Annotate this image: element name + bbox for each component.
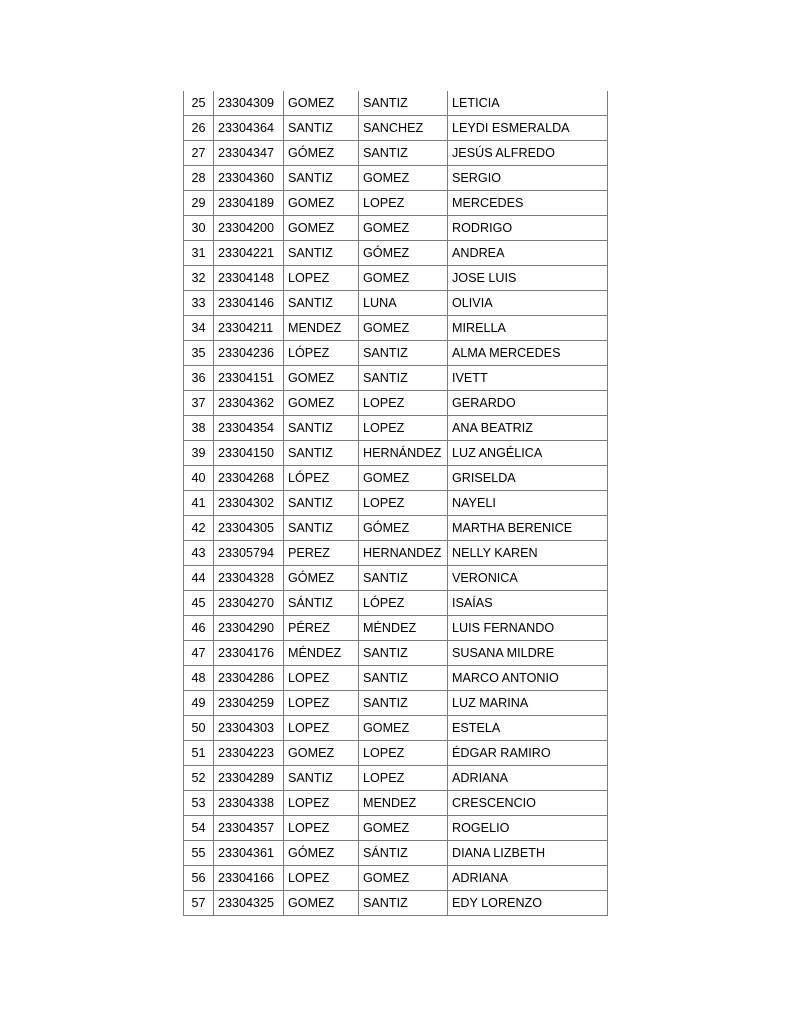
first-surname-cell: GOMEZ [284,891,359,916]
row-number-cell: 38 [184,416,214,441]
second-surname-cell: SÁNTIZ [359,841,448,866]
first-surname-cell: SANTIZ [284,491,359,516]
row-number-cell: 37 [184,391,214,416]
registration-id-cell: 23304286 [214,666,284,691]
first-surname-cell: SANTIZ [284,166,359,191]
row-number-cell: 54 [184,816,214,841]
second-surname-cell: SANTIZ [359,566,448,591]
second-surname-cell: GOMEZ [359,466,448,491]
second-surname-cell: GOMEZ [359,316,448,341]
table-row [184,441,608,466]
first-surname-cell: PÉREZ [284,616,359,641]
table-row [184,91,608,116]
table-row [184,391,608,416]
table-row [184,341,608,366]
first-surname-cell: LOPEZ [284,816,359,841]
second-surname-cell: LOPEZ [359,191,448,216]
table-row [184,116,608,141]
second-surname-cell: GOMEZ [359,816,448,841]
row-number-cell: 44 [184,566,214,591]
table-row [184,866,608,891]
first-surname-cell: LOPEZ [284,266,359,291]
given-names-cell: ROGELIO [448,816,608,841]
table-row [184,166,608,191]
first-surname-cell: LOPEZ [284,791,359,816]
row-number-cell: 45 [184,591,214,616]
row-number-cell: 53 [184,791,214,816]
given-names-cell: GRISELDA [448,466,608,491]
first-surname-cell: SANTIZ [284,441,359,466]
given-names-cell: ANDREA [448,241,608,266]
given-names-cell: LETICIA [448,91,608,116]
roster-body [184,91,608,916]
first-surname-cell: SANTIZ [284,241,359,266]
second-surname-cell: MENDEZ [359,791,448,816]
first-surname-cell: GÓMEZ [284,841,359,866]
registration-id-cell: 23304270 [214,591,284,616]
table-row [184,791,608,816]
given-names-cell: ALMA MERCEDES [448,341,608,366]
first-surname-cell: SÁNTIZ [284,591,359,616]
first-surname-cell: LOPEZ [284,866,359,891]
given-names-cell: SUSANA MILDRE [448,641,608,666]
given-names-cell: EDY LORENZO [448,891,608,916]
given-names-cell: MIRELLA [448,316,608,341]
second-surname-cell: SANTIZ [359,141,448,166]
second-surname-cell: SANCHEZ [359,116,448,141]
row-number-cell: 52 [184,766,214,791]
first-surname-cell: LÓPEZ [284,466,359,491]
given-names-cell: CRESCENCIO [448,791,608,816]
student-roster-table [183,91,608,916]
first-surname-cell: SANTIZ [284,766,359,791]
table-row [184,291,608,316]
registration-id-cell: 23304362 [214,391,284,416]
table-row [184,616,608,641]
second-surname-cell: HERNÁNDEZ [359,441,448,466]
given-names-cell: ÉDGAR RAMIRO [448,741,608,766]
table-row [184,216,608,241]
table-row [184,541,608,566]
registration-id-cell: 23304176 [214,641,284,666]
given-names-cell: OLIVIA [448,291,608,316]
first-surname-cell: PEREZ [284,541,359,566]
registration-id-cell: 23304289 [214,766,284,791]
second-surname-cell: GÓMEZ [359,241,448,266]
row-number-cell: 31 [184,241,214,266]
given-names-cell: NAYELI [448,491,608,516]
given-names-cell: ESTELA [448,716,608,741]
second-surname-cell: SANTIZ [359,366,448,391]
second-surname-cell: SANTIZ [359,641,448,666]
second-surname-cell: LUNA [359,291,448,316]
first-surname-cell: GÓMEZ [284,566,359,591]
second-surname-cell: SANTIZ [359,891,448,916]
first-surname-cell: LOPEZ [284,716,359,741]
second-surname-cell: LOPEZ [359,741,448,766]
first-surname-cell: MENDEZ [284,316,359,341]
table-row [184,841,608,866]
second-surname-cell: MÉNDEZ [359,616,448,641]
first-surname-cell: GOMEZ [284,366,359,391]
given-names-cell: JOSE LUIS [448,266,608,291]
given-names-cell: LUZ ANGÉLICA [448,441,608,466]
given-names-cell: ANA BEATRIZ [448,416,608,441]
given-names-cell: DIANA LIZBETH [448,841,608,866]
second-surname-cell: GOMEZ [359,166,448,191]
registration-id-cell: 23305794 [214,541,284,566]
second-surname-cell: GOMEZ [359,716,448,741]
registration-id-cell: 23304223 [214,741,284,766]
first-surname-cell: GOMEZ [284,91,359,116]
given-names-cell: LUIS FERNANDO [448,616,608,641]
row-number-cell: 30 [184,216,214,241]
registration-id-cell: 23304361 [214,841,284,866]
table-row [184,466,608,491]
first-surname-cell: GÓMEZ [284,141,359,166]
registration-id-cell: 23304166 [214,866,284,891]
second-surname-cell: GOMEZ [359,866,448,891]
row-number-cell: 26 [184,116,214,141]
second-surname-cell: SANTIZ [359,666,448,691]
row-number-cell: 32 [184,266,214,291]
row-number-cell: 56 [184,866,214,891]
first-surname-cell: LÓPEZ [284,341,359,366]
second-surname-cell: HERNANDEZ [359,541,448,566]
registration-id-cell: 23304302 [214,491,284,516]
second-surname-cell: SANTIZ [359,691,448,716]
row-number-cell: 25 [184,91,214,116]
first-surname-cell: GOMEZ [284,216,359,241]
row-number-cell: 27 [184,141,214,166]
second-surname-cell: LOPEZ [359,766,448,791]
table-row [184,591,608,616]
table-row [184,691,608,716]
first-surname-cell: GOMEZ [284,191,359,216]
given-names-cell: LUZ MARINA [448,691,608,716]
row-number-cell: 46 [184,616,214,641]
row-number-cell: 55 [184,841,214,866]
given-names-cell: IVETT [448,366,608,391]
registration-id-cell: 23304354 [214,416,284,441]
registration-id-cell: 23304347 [214,141,284,166]
first-surname-cell: SANTIZ [284,416,359,441]
given-names-cell: MARCO ANTONIO [448,666,608,691]
row-number-cell: 48 [184,666,214,691]
row-number-cell: 36 [184,366,214,391]
row-number-cell: 47 [184,641,214,666]
registration-id-cell: 23304150 [214,441,284,466]
table-row [184,741,608,766]
table-row [184,566,608,591]
given-names-cell: ISAÍAS [448,591,608,616]
table-row [184,366,608,391]
table-row [184,891,608,916]
registration-id-cell: 23304328 [214,566,284,591]
row-number-cell: 40 [184,466,214,491]
second-surname-cell: SANTIZ [359,341,448,366]
first-surname-cell: LOPEZ [284,666,359,691]
table-row [184,816,608,841]
registration-id-cell: 23304364 [214,116,284,141]
registration-id-cell: 23304146 [214,291,284,316]
given-names-cell: JESÚS ALFREDO [448,141,608,166]
row-number-cell: 28 [184,166,214,191]
registration-id-cell: 23304259 [214,691,284,716]
registration-id-cell: 23304360 [214,166,284,191]
first-surname-cell: MÉNDEZ [284,641,359,666]
registration-id-cell: 23304236 [214,341,284,366]
registration-id-cell: 23304151 [214,366,284,391]
given-names-cell: RODRIGO [448,216,608,241]
registration-id-cell: 23304211 [214,316,284,341]
first-surname-cell: GOMEZ [284,741,359,766]
given-names-cell: VERONICA [448,566,608,591]
table-row [184,316,608,341]
row-number-cell: 34 [184,316,214,341]
table-row [184,641,608,666]
row-number-cell: 29 [184,191,214,216]
second-surname-cell: LOPEZ [359,416,448,441]
second-surname-cell: LOPEZ [359,491,448,516]
row-number-cell: 51 [184,741,214,766]
table-row [184,766,608,791]
table-row [184,416,608,441]
second-surname-cell: LÓPEZ [359,591,448,616]
table-row [184,666,608,691]
registration-id-cell: 23304303 [214,716,284,741]
row-number-cell: 39 [184,441,214,466]
registration-id-cell: 23304309 [214,91,284,116]
first-surname-cell: SANTIZ [284,116,359,141]
given-names-cell: SERGIO [448,166,608,191]
row-number-cell: 50 [184,716,214,741]
row-number-cell: 42 [184,516,214,541]
given-names-cell: NELLY KAREN [448,541,608,566]
registration-id-cell: 23304189 [214,191,284,216]
second-surname-cell: GÓMEZ [359,516,448,541]
registration-id-cell: 23304221 [214,241,284,266]
given-names-cell: ADRIANA [448,866,608,891]
second-surname-cell: LOPEZ [359,391,448,416]
registration-id-cell: 23304305 [214,516,284,541]
registration-id-cell: 23304357 [214,816,284,841]
row-number-cell: 43 [184,541,214,566]
given-names-cell: ADRIANA [448,766,608,791]
table-row [184,716,608,741]
table-row [184,141,608,166]
table-row [184,191,608,216]
row-number-cell: 41 [184,491,214,516]
given-names-cell: MERCEDES [448,191,608,216]
row-number-cell: 35 [184,341,214,366]
registration-id-cell: 23304200 [214,216,284,241]
second-surname-cell: SANTIZ [359,91,448,116]
second-surname-cell: GOMEZ [359,266,448,291]
registration-id-cell: 23304290 [214,616,284,641]
first-surname-cell: GOMEZ [284,391,359,416]
registration-id-cell: 23304268 [214,466,284,491]
table-row [184,516,608,541]
table-row [184,266,608,291]
first-surname-cell: SANTIZ [284,291,359,316]
table-row [184,491,608,516]
row-number-cell: 49 [184,691,214,716]
registration-id-cell: 23304338 [214,791,284,816]
row-number-cell: 33 [184,291,214,316]
row-number-cell: 57 [184,891,214,916]
given-names-cell: MARTHA BERENICE [448,516,608,541]
table-row [184,241,608,266]
first-surname-cell: LOPEZ [284,691,359,716]
given-names-cell: GERARDO [448,391,608,416]
given-names-cell: LEYDI ESMERALDA [448,116,608,141]
second-surname-cell: GOMEZ [359,216,448,241]
registration-id-cell: 23304148 [214,266,284,291]
first-surname-cell: SANTIZ [284,516,359,541]
registration-id-cell: 23304325 [214,891,284,916]
